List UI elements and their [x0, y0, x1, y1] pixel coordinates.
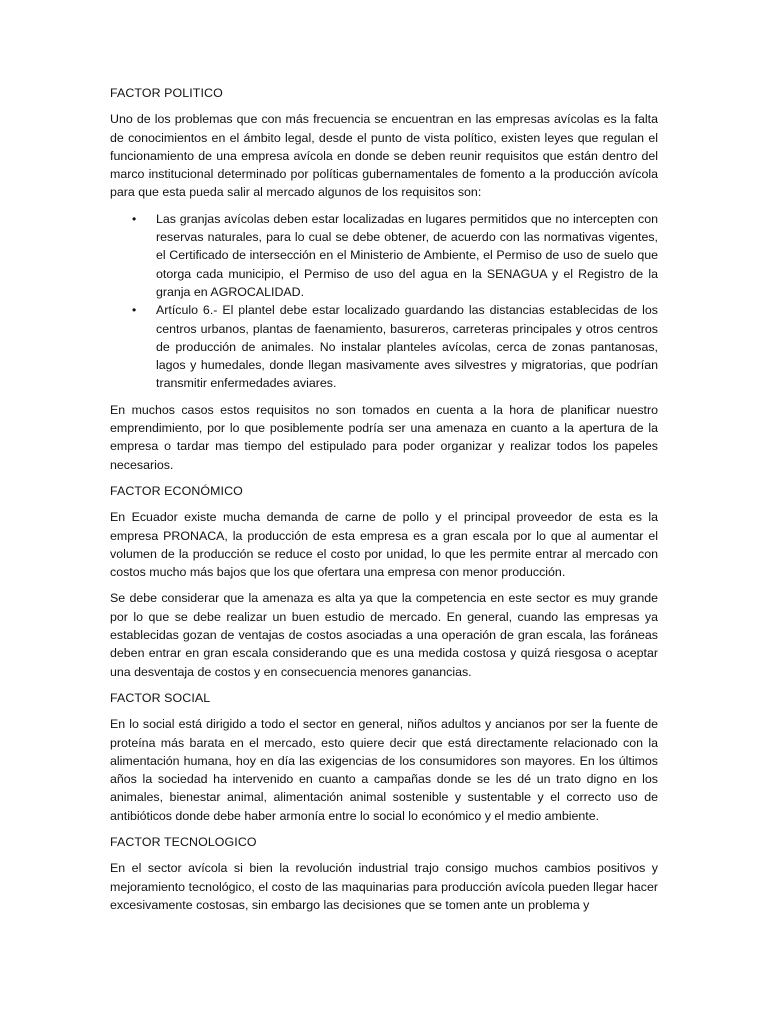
section-heading: FACTOR POLITICO [110, 86, 223, 100]
section-factor-social [110, 689, 658, 825]
bullet-item [110, 301, 658, 392]
section-heading: FACTOR SOCIAL [110, 690, 211, 705]
paragraph: En lo social está dirigido a todo el sector en general, niños adultos y ancianos por ser la fuente de proteína más barata en el mercado, esto quiere decir que está directamente relacionado con la alimentación humana, hoy en día las exigencias de los consumidores son mayores. En los últimos años la sociedad ha intervenido en cuanto a campañas donde se les dé un trato digno en los animales, bienestar animal, alimentación animal sostenible y sustentable y el correcto uso de antibióticos donde debe haber armonía entre lo social lo económico y el medio ambiente. [110, 717, 658, 823]
paragraph: En el sector avícola si bien la revolución industrial trajo consigo muchos cambios positivos y mejoramiento tecnológico, el costo de las maquinarias para producción avícola pueden llegar hacer excesivamente costosas, sin embargo las decisiones que se tomen ante un problema y [110, 861, 658, 912]
section-factor-economico [110, 482, 658, 681]
bullet-text: Las granjas avícolas deben estar localizadas en lugares permitidos que no intercepten con reservas naturales, para lo cual se debe obtener, de acuerdo con las normativas vigentes, el Certificado de intersección en el Ministerio de Ambiente, el Permiso de uso de suelo que otorga cada municipio, el Permiso de uso del agua en la SENAGUA y el Registro de la granja en AGROCALIDAD. [156, 211, 658, 299]
bullet-icon: • [132, 211, 137, 226]
bullet-item [110, 210, 658, 301]
section-factor-tecnologico [110, 833, 658, 914]
paragraph: Uno de los problemas que con más frecuencia se encuentran en las empresas avícolas es la falta de conocimientos en el ámbito legal, desde el punto de vista político, existen leyes que regulan el funcionamiento de una empresa avícola en donde se deben reunir requisitos que están dentro del marco institucional determinado por políticas gubernamentales de fomento a la producción avícola para que esta pueda salir al mercado algunos de los requisitos son: [110, 112, 658, 200]
document-page [110, 84, 658, 922]
paragraph: En muchos casos estos requisitos no son tomados en cuenta a la hora de planificar nuestro emprendimiento, por lo que posiblemente podría ser una amenaza en cuanto a la apertura de la empresa o tardar mas tiempo del estipulado para poder organizar y realizar todos los papeles necesarios. [110, 402, 658, 472]
bullet-icon: • [132, 303, 137, 318]
bullet-text: Artículo 6.- El plantel debe estar localizado guardando las distancias establecidas de los centros urbanos, plantas de faenamiento, basureros, carreteras principales y otros centros de producción de animales. No instalar planteles avícolas, cerca de zonas pantanosas, lagos y humedales, donde llegan masivamente aves silvestres y migratorias, que podrían transmitir enfermedades aviares. [156, 303, 658, 391]
paragraph: En Ecuador existe mucha demanda de carne de pollo y el principal proveedor de esta es la empresa PRONACA, la producción de esta empresa es a gran escala por lo que al aumentar el volumen de la producción se reduce el costo por unidad, lo que les permite entrar al mercado con costos mucho más bajos que los que ofertara una empresa con menor producción. [110, 510, 658, 580]
paragraph: Se debe considerar que la amenaza es alta ya que la competencia en este sector es muy grande por lo que se debe realizar un buen estudio de mercado. En general, cuando las empresas ya establecidas gozan de ventajas de costos asociadas a una operación de gran escala, las foráneas deben entrar en gran escala considerando que es una medida costosa y quizá riesgosa o aceptar una desventaja de costos y en consecuencia menores ganancias. [110, 591, 658, 679]
bullet-list [110, 210, 658, 393]
section-heading: FACTOR ECONÓMICO [110, 483, 243, 498]
section-factor-politico [110, 84, 658, 474]
section-heading: FACTOR TECNOLOGICO [110, 834, 257, 849]
